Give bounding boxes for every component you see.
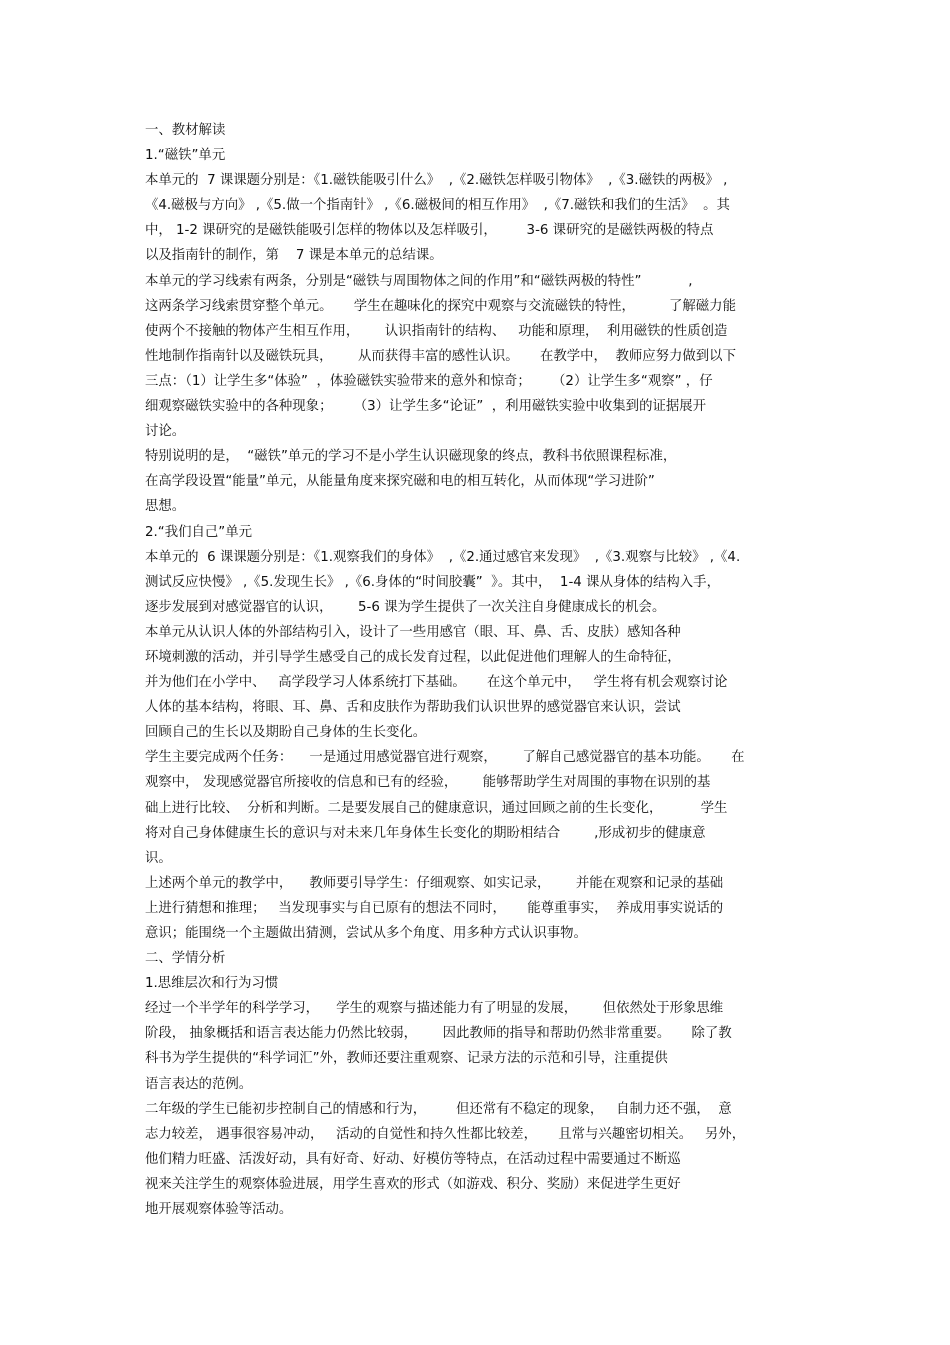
text-line: 1.“磁铁”单元	[145, 148, 226, 164]
text-line: 上进行猜想和推理； 当发现事实与自已原有的想法不同时， 能尊重事实， 养成用事实说话的	[145, 900, 724, 916]
text-line: 经过一个半学年的科学学习， 学生的观察与描述能力有了明显的发展， 但依然处于形象思维	[145, 1001, 724, 1017]
text-line: 并为他们在小学中、 高学段学习人体系统打下基础。 在这个单元中， 学生将有机会观察讨论	[145, 675, 728, 691]
text-line: 科书为学生提供的“科学词汇”外，教师还要注重观察、记录方法的示范和引导，注重提供	[145, 1051, 668, 1067]
text-line: 他们精力旺盛、活泼好动，具有好奇、好动、好模仿等特点，在活动过程中需要通过不断巡	[145, 1151, 681, 1167]
text-line: 础上进行比较、 分析和判断。二是要发展自己的健康意识，通过回顾之前的生长变化， 学生	[145, 800, 728, 816]
text-line: 中， 1-2 课研究的是磁铁能吸引怎样的物体以及怎样吸引， 3-6 课研究的是磁铁两极的特点	[145, 223, 714, 239]
text-line: 性地制作指南针以及磁铁玩具， 从而获得丰富的感性认识。 在教学中， 教师应努力做到以下	[145, 348, 736, 364]
text-line: 观察中， 发现感觉器官所接收的信息和已有的经验， 能够帮助学生对周围的事物在识别的基	[145, 775, 711, 791]
text-line: 地开展观察体验等活动。	[145, 1202, 293, 1218]
text-line: 二年级的学生已能初步控制自己的情感和行为， 但还常有不稳定的现象， 自制力还不强， 意	[145, 1101, 732, 1117]
text-line: 回顾自己的生长以及期盼自己身体的生长变化。	[145, 725, 427, 741]
text-line: 语言表达的范例。	[145, 1076, 253, 1092]
text-line: 本单元的学习线索有两条，分别是“磁铁与周围物体之间的作用”和“磁铁两极的特性” ,	[145, 273, 693, 289]
text-line: 意识；能围绕一个主题做出猜测，尝试从多个角度、用多种方式认识事物。	[145, 926, 587, 941]
text-line: 环境刺激的活动，并引导学生感受自己的成长发育过程，以此促进他们理解人的生命特征，	[145, 649, 681, 665]
text-line: 人体的基本结构，将眼、耳、鼻、舌和皮肤作为帮助我们认识世界的感觉器官来认识，尝试	[145, 700, 681, 716]
text-line: 本单元的 6 课课题分别是：《1.观察我们的身体》 ,《2.通过感官来发现》 ,《3.观察与比较》 ,《4.	[145, 549, 741, 565]
text-line: 特别说明的是， “磁铁”单元的学习不是小学生认识磁现象的终点，教科书依照课程标准，	[145, 449, 677, 465]
text-line: 《4.磁极与方向》 ,《5.做一个指南针》 ,《6.磁极间的相互作用》 ,《7.磁铁和我们的生活》 。其	[145, 198, 730, 214]
text-line: 一、教材解读	[145, 123, 226, 138]
document-body	[145, 118, 810, 1222]
text-line: 1.思维层次和行为习惯	[145, 976, 279, 992]
text-line: 这两条学习线索贯穿整个单元。 学生在趣味化的探究中观察与交流磁铁的特性， 了解磁力能	[145, 298, 736, 314]
text-line: 在高学段设置“能量”单元，从能量角度来探究磁和电的相互转化，从而体现“学习进阶”	[145, 474, 655, 490]
text-line: 本单元从认识人体的外部结构引入，设计了一些用感官（眼、耳、鼻、舌、皮肤）感知各种	[145, 624, 681, 640]
text-line: 使两个不接触的物体产生相互作用， 认识指南针的结构、 功能和原理， 利用磁铁的性质创造	[145, 323, 728, 339]
text-line: 逐步发展到对感觉器官的认识， 5-6 课为学生提供了一次关注自身健康成长的机会。	[145, 599, 666, 615]
text-line: 将对自己身体健康生长的意识与对未来几年身体生长变化的期盼相结合 ,形成初步的健康意	[145, 825, 706, 841]
text-line: 识。	[145, 850, 172, 866]
text-line: 阶段， 抽象概括和语言表达能力仍然比较弱， 因此教师的指导和帮助仍然非常重要。 除了教	[145, 1026, 732, 1042]
text-line: 讨论。	[145, 424, 186, 440]
text-line: 学生主要完成两个任务： 一是通过用感觉器官进行观察， 了解自己感觉器官的基本功能。 在	[145, 750, 745, 766]
text-line: 三点：（1）让学生多“体验” ，体验磁铁实验带来的意外和惊奇； （2）让学生多“观察” ，仔	[145, 373, 713, 389]
text-line: 测试反应快慢》 ,《5.发现生长》 ,《6.身体的“时间胶囊” 》。其中， 1-4 课从身体的结构入手，	[145, 574, 720, 590]
text-line: 细观察磁铁实验中的各种现象； （3）让学生多“论证” ，利用磁铁实验中收集到的证据展开	[145, 399, 707, 415]
text-line: 志力较差， 遇事很容易冲动， 活动的自觉性和持久性都比较差， 且常与兴趣密切相关。 另外，	[145, 1126, 746, 1142]
text-line: 本单元的 7 课课题分别是：《1.磁铁能吸引什么》 ,《2.磁铁怎样吸引物体》 ,《3.磁铁的两极》 ,	[145, 173, 728, 189]
text-line: 上述两个单元的教学中， 教师要引导学生：仔细观察、如实记录， 并能在观察和记录的基础	[145, 875, 724, 891]
text-line: 2.“我们自己”单元	[145, 524, 252, 540]
text-line: 思想。	[145, 499, 186, 515]
text-line: 以及指南针的制作，第 7 课是本单元的总结课。	[145, 248, 443, 264]
text-line: 二、学情分析	[145, 951, 226, 967]
text-line: 视来关注学生的观察体验进展，用学生喜欢的形式（如游戏、积分、奖励）来促进学生更好	[145, 1176, 681, 1192]
